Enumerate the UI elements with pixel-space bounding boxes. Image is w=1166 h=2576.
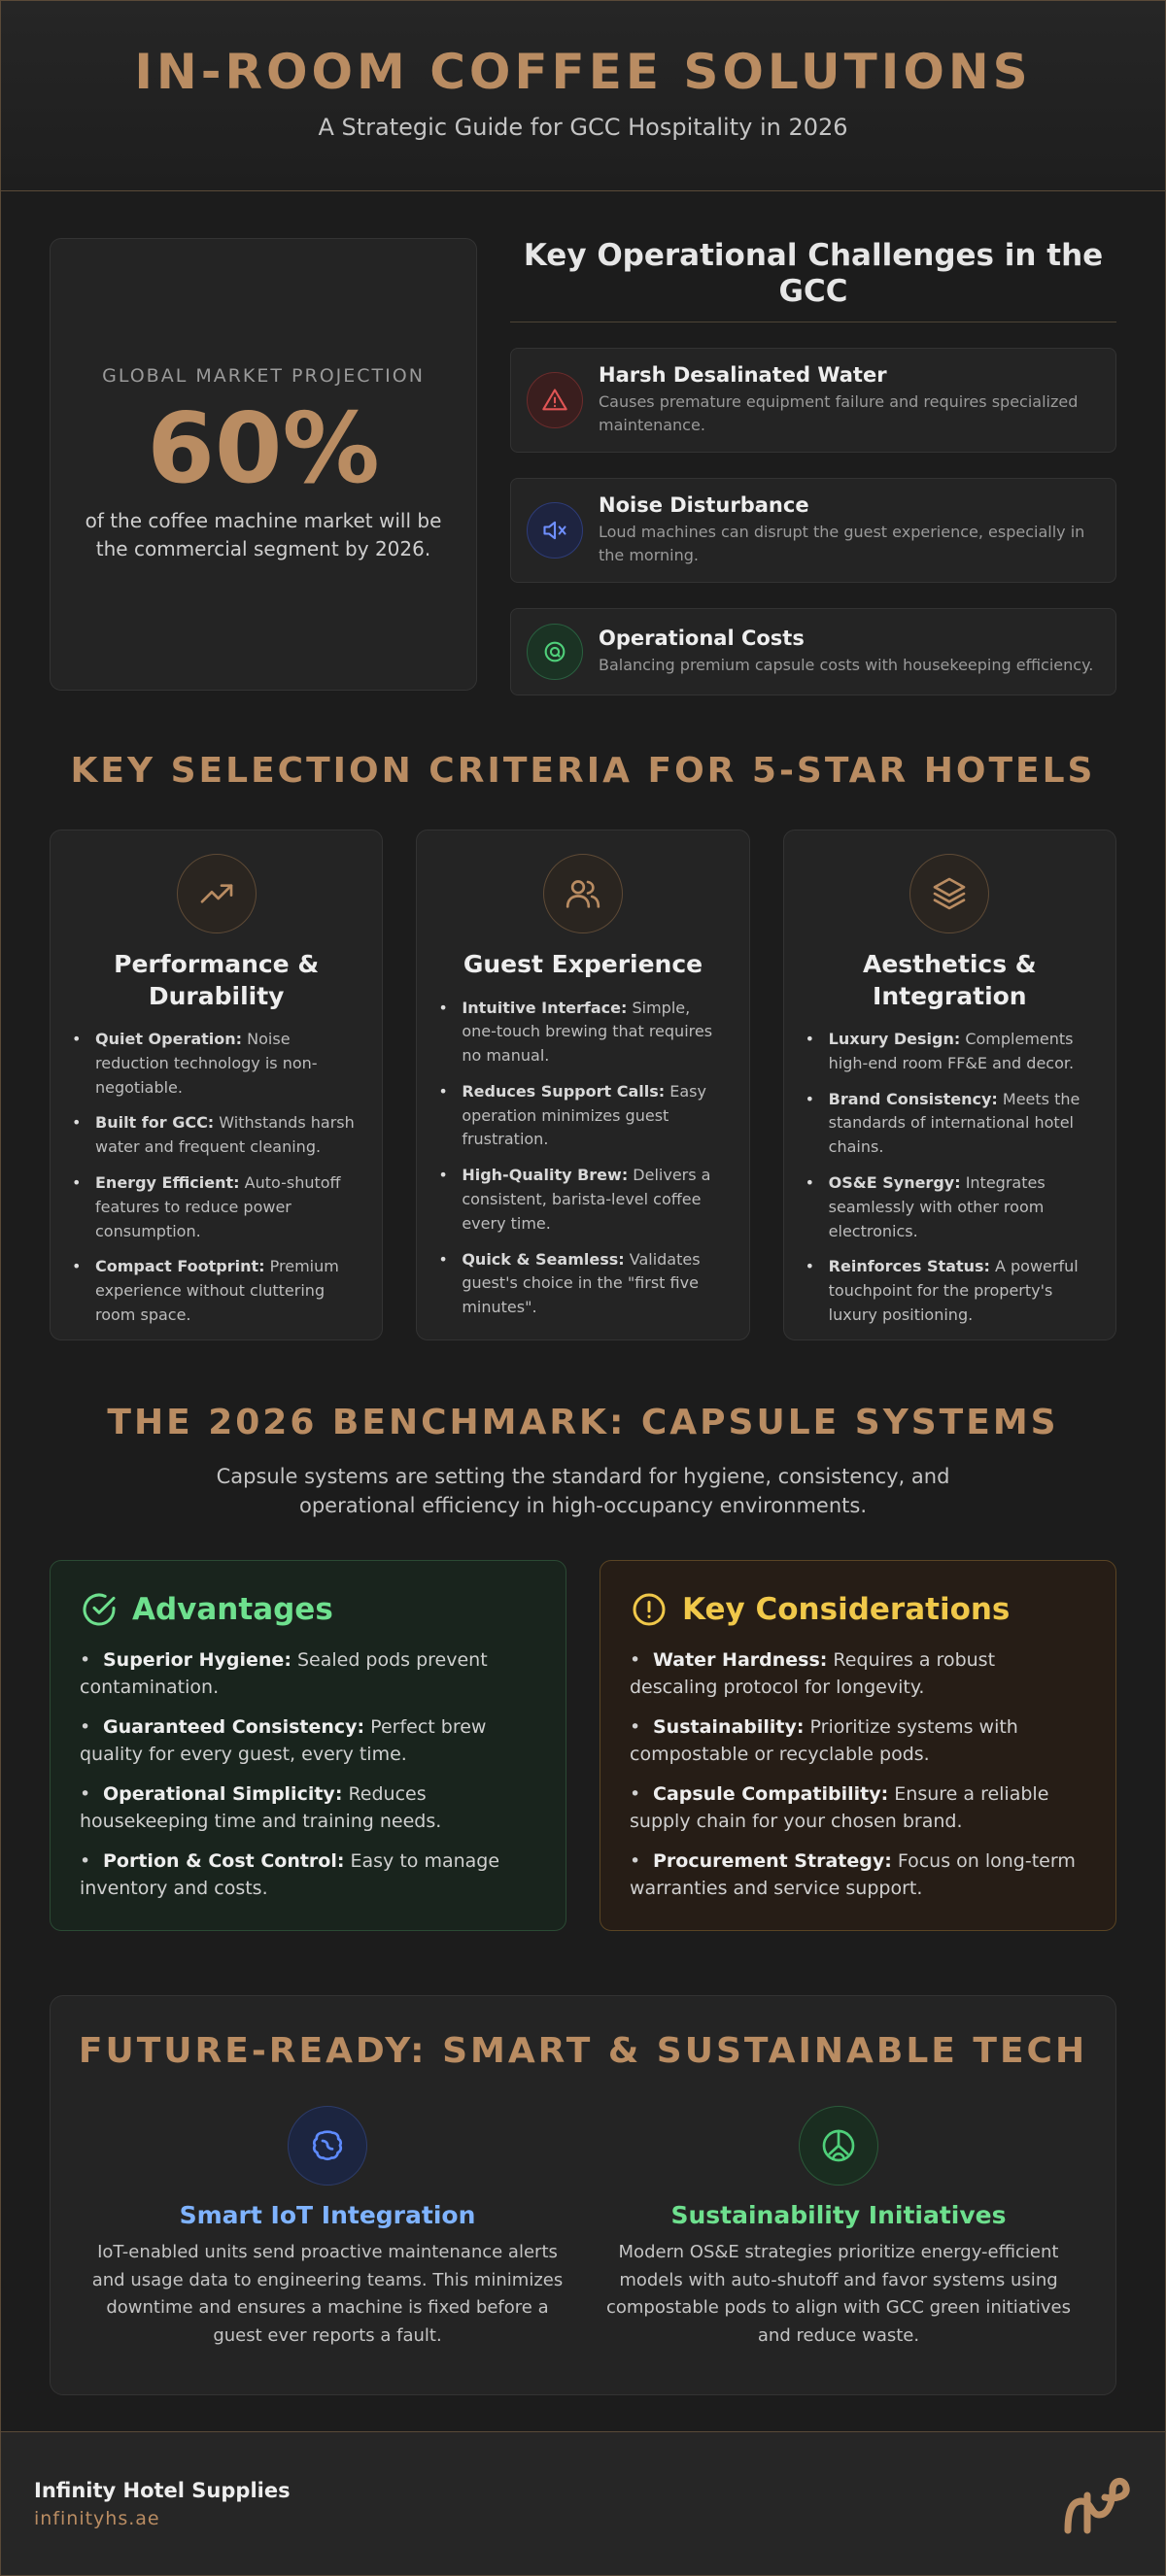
globe-icon	[799, 2106, 878, 2186]
challenge-description: Balancing premium capsule costs with housekeeping efficiency.	[599, 656, 1094, 675]
iot-column	[89, 2106, 566, 2351]
criteria-card-aesthetics	[783, 830, 1116, 1340]
mute-icon	[527, 502, 583, 559]
users-icon	[543, 854, 623, 933]
list-item: • Procurement Strategy: Focus on long-term warranties and service support.	[630, 1849, 1076, 1900]
list-item: • Capsule Compatibility: Ensure a reliable supply chain for your chosen brand.	[630, 1782, 1049, 1833]
benchmark-subtitle: Capsule systems are setting the standard for hygiene, consistency, and operational efficiency in high-occupancy environments.	[216, 1465, 950, 1518]
considerations-title: Key Considerations	[682, 1591, 1011, 1627]
sustainability-description: Modern OS&E strategies prioritize energy-efficient models with auto-shutoff and favor systems using compostable pods to align with GCC green initiatives and reduce waste.	[605, 2241, 1071, 2347]
market-projection-description: of the coffee machine market will be the commercial segment by 2026.	[85, 509, 442, 560]
page-footer	[1, 2431, 1165, 2575]
top-row	[50, 238, 1116, 691]
considerations-card	[600, 1560, 1116, 1931]
list-item: • Operational Simplicity: Reduces housekeeping time and training needs.	[80, 1782, 442, 1833]
challenge-title: Operational Costs	[599, 627, 805, 651]
list-item: • Built for GCC: Withstands harsh water and frequent cleaning.	[72, 1111, 360, 1160]
list-item: • High-Quality Brew: Delivers a consistent, barista-level coffee every time.	[438, 1164, 727, 1236]
challenge-description: Causes premature equipment failure and requires specialized maintenance.	[599, 392, 1079, 435]
iot-title: Smart IoT Integration	[179, 2200, 476, 2229]
list-item: • OS&E Synergy: Integrates seamlessly with other room electronics.	[806, 1171, 1094, 1243]
brain-icon	[288, 2106, 367, 2186]
info-circle-icon	[630, 1590, 669, 1629]
list-item: • Intuitive Interface: Simple, one-touch brewing that requires no manual.	[438, 997, 727, 1068]
list-item: • Guaranteed Consistency: Perfect brew quality for every guest, every time.	[80, 1715, 487, 1766]
criteria-card-performance	[50, 830, 383, 1340]
challenge-description: Loud machines can disrupt the guest experience, especially in the morning.	[599, 523, 1085, 565]
trending-up-icon	[177, 854, 257, 933]
warning-icon	[527, 372, 583, 428]
benchmark-title: THE 2026 BENCHMARK: CAPSULE SYSTEMS	[107, 1403, 1059, 1442]
advantages-card	[50, 1560, 566, 1931]
list-item: • Quiet Operation: Noise reduction technology is non-negotiable.	[72, 1028, 360, 1100]
criteria-row	[50, 830, 1116, 1340]
market-projection-value: 60%	[147, 391, 380, 505]
challenges-section	[510, 238, 1116, 691]
list-item: • Sustainability: Prioritize systems with compostable or recyclable pods.	[630, 1715, 1018, 1766]
market-projection-card	[50, 238, 477, 691]
page-header	[1, 1, 1165, 191]
future-section	[50, 1995, 1116, 2395]
coin-icon	[527, 624, 583, 680]
criteria-card-title: Aesthetics & Integration	[863, 950, 1037, 1010]
list-item: • Reduces Support Calls: Easy operation minimizes guest frustration.	[438, 1080, 727, 1152]
list-item: • Portion & Cost Control: Easy to manage inventory and costs.	[80, 1849, 500, 1900]
criteria-list	[438, 997, 727, 1321]
challenge-title: Harsh Desalinated Water	[599, 363, 887, 388]
advantages-list	[80, 1646, 536, 1903]
list-item: • Reinforces Status: A powerful touchpoint for the property's luxury positioning.	[806, 1255, 1094, 1327]
sustainability-column	[600, 2106, 1077, 2351]
list-item: • Brand Consistency: Meets the standards of international hotel chains.	[806, 1088, 1094, 1160]
list-item: • Quick & Seamless: Validates guest's choice in the "first five minutes".	[438, 1248, 727, 1320]
page-title: IN-ROOM COFFEE SOLUTIONS	[134, 44, 1032, 100]
iot-description: IoT-enabled units send proactive maintenance alerts and usage data to engineering teams. This minimizes downtime and ensures a machine is fixed before a guest ever reports a fault.	[91, 2241, 564, 2347]
criteria-list	[806, 1028, 1094, 1328]
future-title: FUTURE-READY: SMART & SUSTAINABLE TECH	[78, 2030, 1088, 2071]
company-website: infinityhs.ae	[34, 2507, 160, 2529]
layers-icon	[909, 854, 989, 933]
advantages-title: Advantages	[132, 1591, 333, 1627]
challenge-title: Noise Disturbance	[599, 493, 809, 518]
considerations-list	[630, 1646, 1086, 1903]
criteria-card-guest-experience	[416, 830, 749, 1340]
criteria-card-title: Performance & Durability	[114, 950, 320, 1010]
list-item: • Water Hardness: Requires a robust descaling protocol for longevity.	[630, 1648, 996, 1699]
criteria-card-title: Guest Experience	[463, 950, 703, 978]
list-item: • Superior Hygiene: Sealed pods prevent contamination.	[80, 1648, 488, 1699]
challenge-item	[510, 348, 1116, 453]
challenges-title: Key Operational Challenges in the GCC	[510, 238, 1116, 322]
page-content	[1, 191, 1165, 2395]
check-circle-icon	[80, 1590, 119, 1629]
sustainability-title: Sustainability Initiatives	[670, 2200, 1007, 2229]
page-subtitle: A Strategic Guide for GCC Hospitality in 2026	[318, 114, 848, 141]
list-item: • Compact Footprint: Premium experience without cluttering room space.	[72, 1255, 360, 1327]
brand-logo-icon	[1058, 2472, 1132, 2536]
list-item: • Luxury Design: Complements high-end room FF&E and decor.	[806, 1028, 1094, 1076]
market-projection-label: GLOBAL MARKET PROJECTION	[102, 365, 425, 387]
criteria-title: KEY SELECTION CRITERIA FOR 5-STAR HOTELS	[70, 751, 1096, 791]
challenge-item	[510, 608, 1116, 695]
benchmark-row	[50, 1560, 1116, 1931]
challenge-item	[510, 478, 1116, 583]
list-item: • Energy Efficient: Auto-shutoff features to reduce power consumption.	[72, 1171, 360, 1243]
criteria-list	[72, 1028, 360, 1328]
company-name: Infinity Hotel Supplies	[34, 2478, 291, 2502]
